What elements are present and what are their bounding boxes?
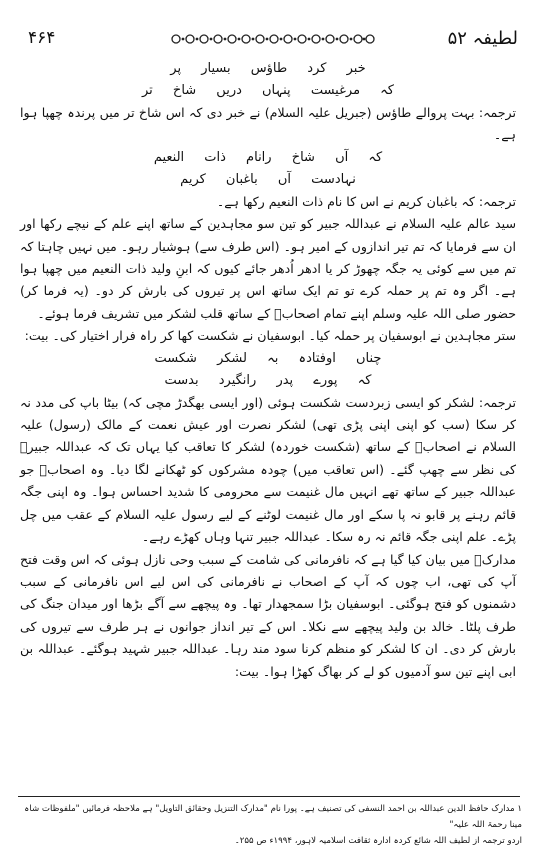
verse-line: کہ آں شاخ رانام ذات النعیم [153,149,383,165]
translation-paragraph: ترجمہ: کہ باغبان کریم نے اس کا نام ذات النعیم رکھا ہے۔ [216,193,516,209]
translation-paragraph: ترجمہ: بہت پروالے طاؤس (جبریل علیہ السلام) نے خبر دی کہ اس شاخ تر میں پرندہ چھپا ہوا ہے۔ [20,105,516,143]
body-paragraph: ستر مجاہدین نے ابوسفیان پر حملہ کیا۔ ابوسفیان نے شکست کھا کر راہ فرار اختیار کی۔ بیت: [24,328,516,344]
footnote-divider [18,796,520,797]
body-paragraph: مدارکؒ میں بیان کیا گیا ہے کہ نافرمانی کی شامت کے سبب وحی نازل ہوئی کہ اس وقت فتح آپ کی تھی، اب چوں کہ آپ کے اصحاب نے نافرمانی کی اس لیے اس نافرمانی کے سبب دشمنوں کو فتح ہوگئی۔ ابوسفیان بڑا سمجھدار تھا۔ وہ پیچھے سے آگے بڑھا اور میدان جنگ کی طرف پلٹا۔ خالد بن ولید پیچھے سے نکلا۔ اس کے تیر انداز جوانوں نے ہر طرف سے تیروں کی بارش کر دی۔ ان کا لشکر کو منظم کرنا سود مند رہا۔ عبداللہ جبیر شہید ہوگئے۔ عبداللہ بن ابی اپنے تین سو آدمیوں کو لے کر بھاگ کھڑا ہوا۔ بیت: [20,551,516,679]
footnote: اردو ترجمہ از لطیف اللہ شائع کردہ ادارہ ثقافت اسلامیہ لاہور، ۱۹۹۴ء ص ۲۵۵۔ [234,836,522,846]
translation-paragraph: ترجمہ: لشکر کو ایسی زبردست شکست ہوئی (اور ایسی بھگدڑ مچی کہ) بیٹا باپ کی مدد نہ کر سکا (سب کو اپنی اپنی پڑی تھی) لشکر نصرت اور عیش نعمت کے مالک (رسول) علیہ السلام نے اصحابؓ کے ساتھ (شکست خوردہ) لشکر کا تعاقب کیا یہاں تک کہ عبداللہ جبیرؓ کی نظر سے چھپ گئے۔ (اس تعاقب میں) چودہ مشرکوں کو ٹھکانے لگا دیا۔ وہ اصحابؓ جو عبداللہ جبیر کے ساتھ تھے انہیں مال غنیمت سے محرومی کا شدید احساس ہوا۔ وہ اپنی جگہ قائم رہنے پر قابو نہ پا سکے اور مال غنیمت لوٹنے کے لیے رسول علیہ السلام کے عقب میں چل پڑے۔ علم اپنی جگہ قائم نہ رہ سکا۔ عبداللہ جبیر تنہا وہاں کھڑے رہے۔ [20,394,516,545]
verse-line: نہادست آں باغبان کریم [180,171,356,187]
header-ornament [170,32,375,46]
page-header [20,26,520,52]
footnotes [18,801,522,849]
footnote: ۱ مدارک حافظ الدین عبداللہ بن احمد النسفی کی تصنیف ہے۔ پورا نام "مدارک التنزیل وحقائق التاویل" ہے ملاحظہ فرمائیں "ملفوظات شاہ مینا رحمۃ اللہ علیہ" [24,804,522,830]
body-paragraph: سید عالم علیہ السلام نے عبداللہ جبیر کو تین سو مجاہدین کے ساتھ اپنے علم کے نیچے رکھا اور ان سے فرمایا کہ تم تیر اندازوں کے امیر ہو۔ (اس طرف سے) ہوشیار رہو۔ میں نہیں چاہتا کہ تم میں سے کوئی یہ جگہ چھوڑ کر یا ادھر اُدھر جائے کیوں کہ ابنِ ولید ذات النعیم میں چھپا ہوا ہے۔ اگر وہ تم پر حملہ کرے تو تم ایک ساتھ اس پر تیروں کی بارش کر دو۔ (یہ فرما کر) حضور صلی اللہ علیہ وسلم اپنے تمام اصحابؓ کے ساتھ قلب لشکر میں تشریف فرما ہوئے۔ [20,216,516,321]
page-body [20,58,516,683]
verse-line: کہ مرغیست پنہاں دریں شاخ تر [142,83,394,98]
verse-line: کہ پورے پدر رانگیرد بدست [164,372,372,388]
verse-line: چناں اوفتادہ بہ لشکر شکست [154,350,382,366]
chapter-title: لطیفہ ۵۲ [447,28,518,49]
verse-line: خبر کرد طاؤس بسیار پر [170,61,366,76]
page-number: ۴۶۴ [28,28,56,48]
